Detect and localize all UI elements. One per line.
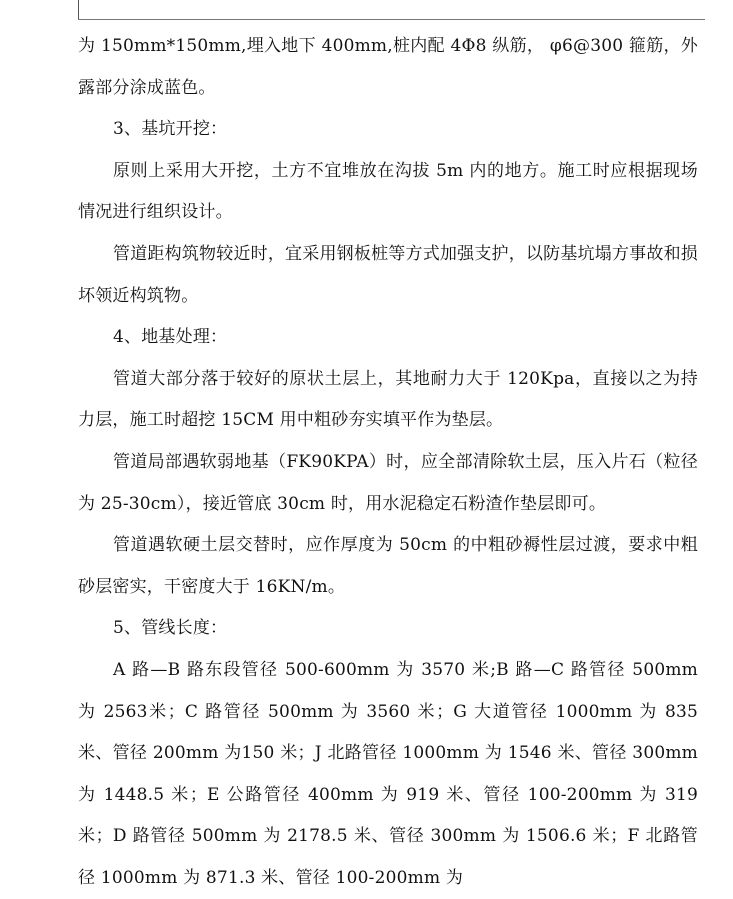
margin-corner-mark-vertical	[78, 0, 79, 20]
paragraph-foundation-soft-soil: 管道局部遇软弱地基（FK90KPA）时，应全部清除软土层，压入片石（粒径为 25-30cm），接近管底 30cm 时，用水泥稳定石粉渣作垫层即可。	[78, 451, 698, 514]
paragraph-pipeline-lengths: A 路—B 路东段管径 500-600mm 为 3570 米;B 路—C 路管径 500mm 为 2563米；C 路管径 500mm 为 3560 米；G 大道管径 1000mm 为 835 米、管径 200mm 为150 米；J 北路管径 1000mm 为 1546 米、管径 300mm 为 1448.5 米；E 公路管径 400mm 为 919 米、管径 100-200mm 为 319 米；D 路管径 500mm 为 2178.5 米、管径 300mm 为 1506.6 米；F 北路管径 1000mm 为 871.3 米、管径 100-200mm 为	[78, 659, 698, 888]
paragraph-excavation-support: 管道距构筑物较近时，宜采用钢板桩等方式加强支护，以防基坑塌方事故和损坏领近构筑物。	[78, 243, 698, 306]
section-heading-foundation: 4、地基处理：	[113, 327, 228, 348]
section-heading-pipeline-length: 5、管线长度：	[113, 618, 228, 639]
paragraph-pile-spec: 为 150mm*150mm,埋入地下 400mm,桩内配 4Φ8 纵筋， φ6@300 箍筋，外露部分涂成蓝色。	[78, 36, 698, 98]
paragraph-foundation-bearing: 管道大部分落于较好的原状土层上，其地耐力大于 120Kpa，直接以之为持力层，施工时超挖 15CM 用中粗砂夯实填平作为垫层。	[78, 368, 698, 431]
margin-corner-mark-horizontal	[78, 19, 705, 20]
document-body	[78, 26, 698, 899]
paragraph-foundation-transition: 管道遇软硬土层交替时，应作厚度为 50cm 的中粗砂褥性层过渡，要求中粗砂层密实，干密度大于 16KN/m。	[78, 535, 698, 597]
paragraph-excavation-principle: 原则上采用大开挖，土方不宜堆放在沟拔 5m 内的地方。施工时应根据现场情况进行组织设计。	[78, 160, 698, 223]
section-heading-excavation: 3、基坑开挖：	[113, 119, 228, 140]
